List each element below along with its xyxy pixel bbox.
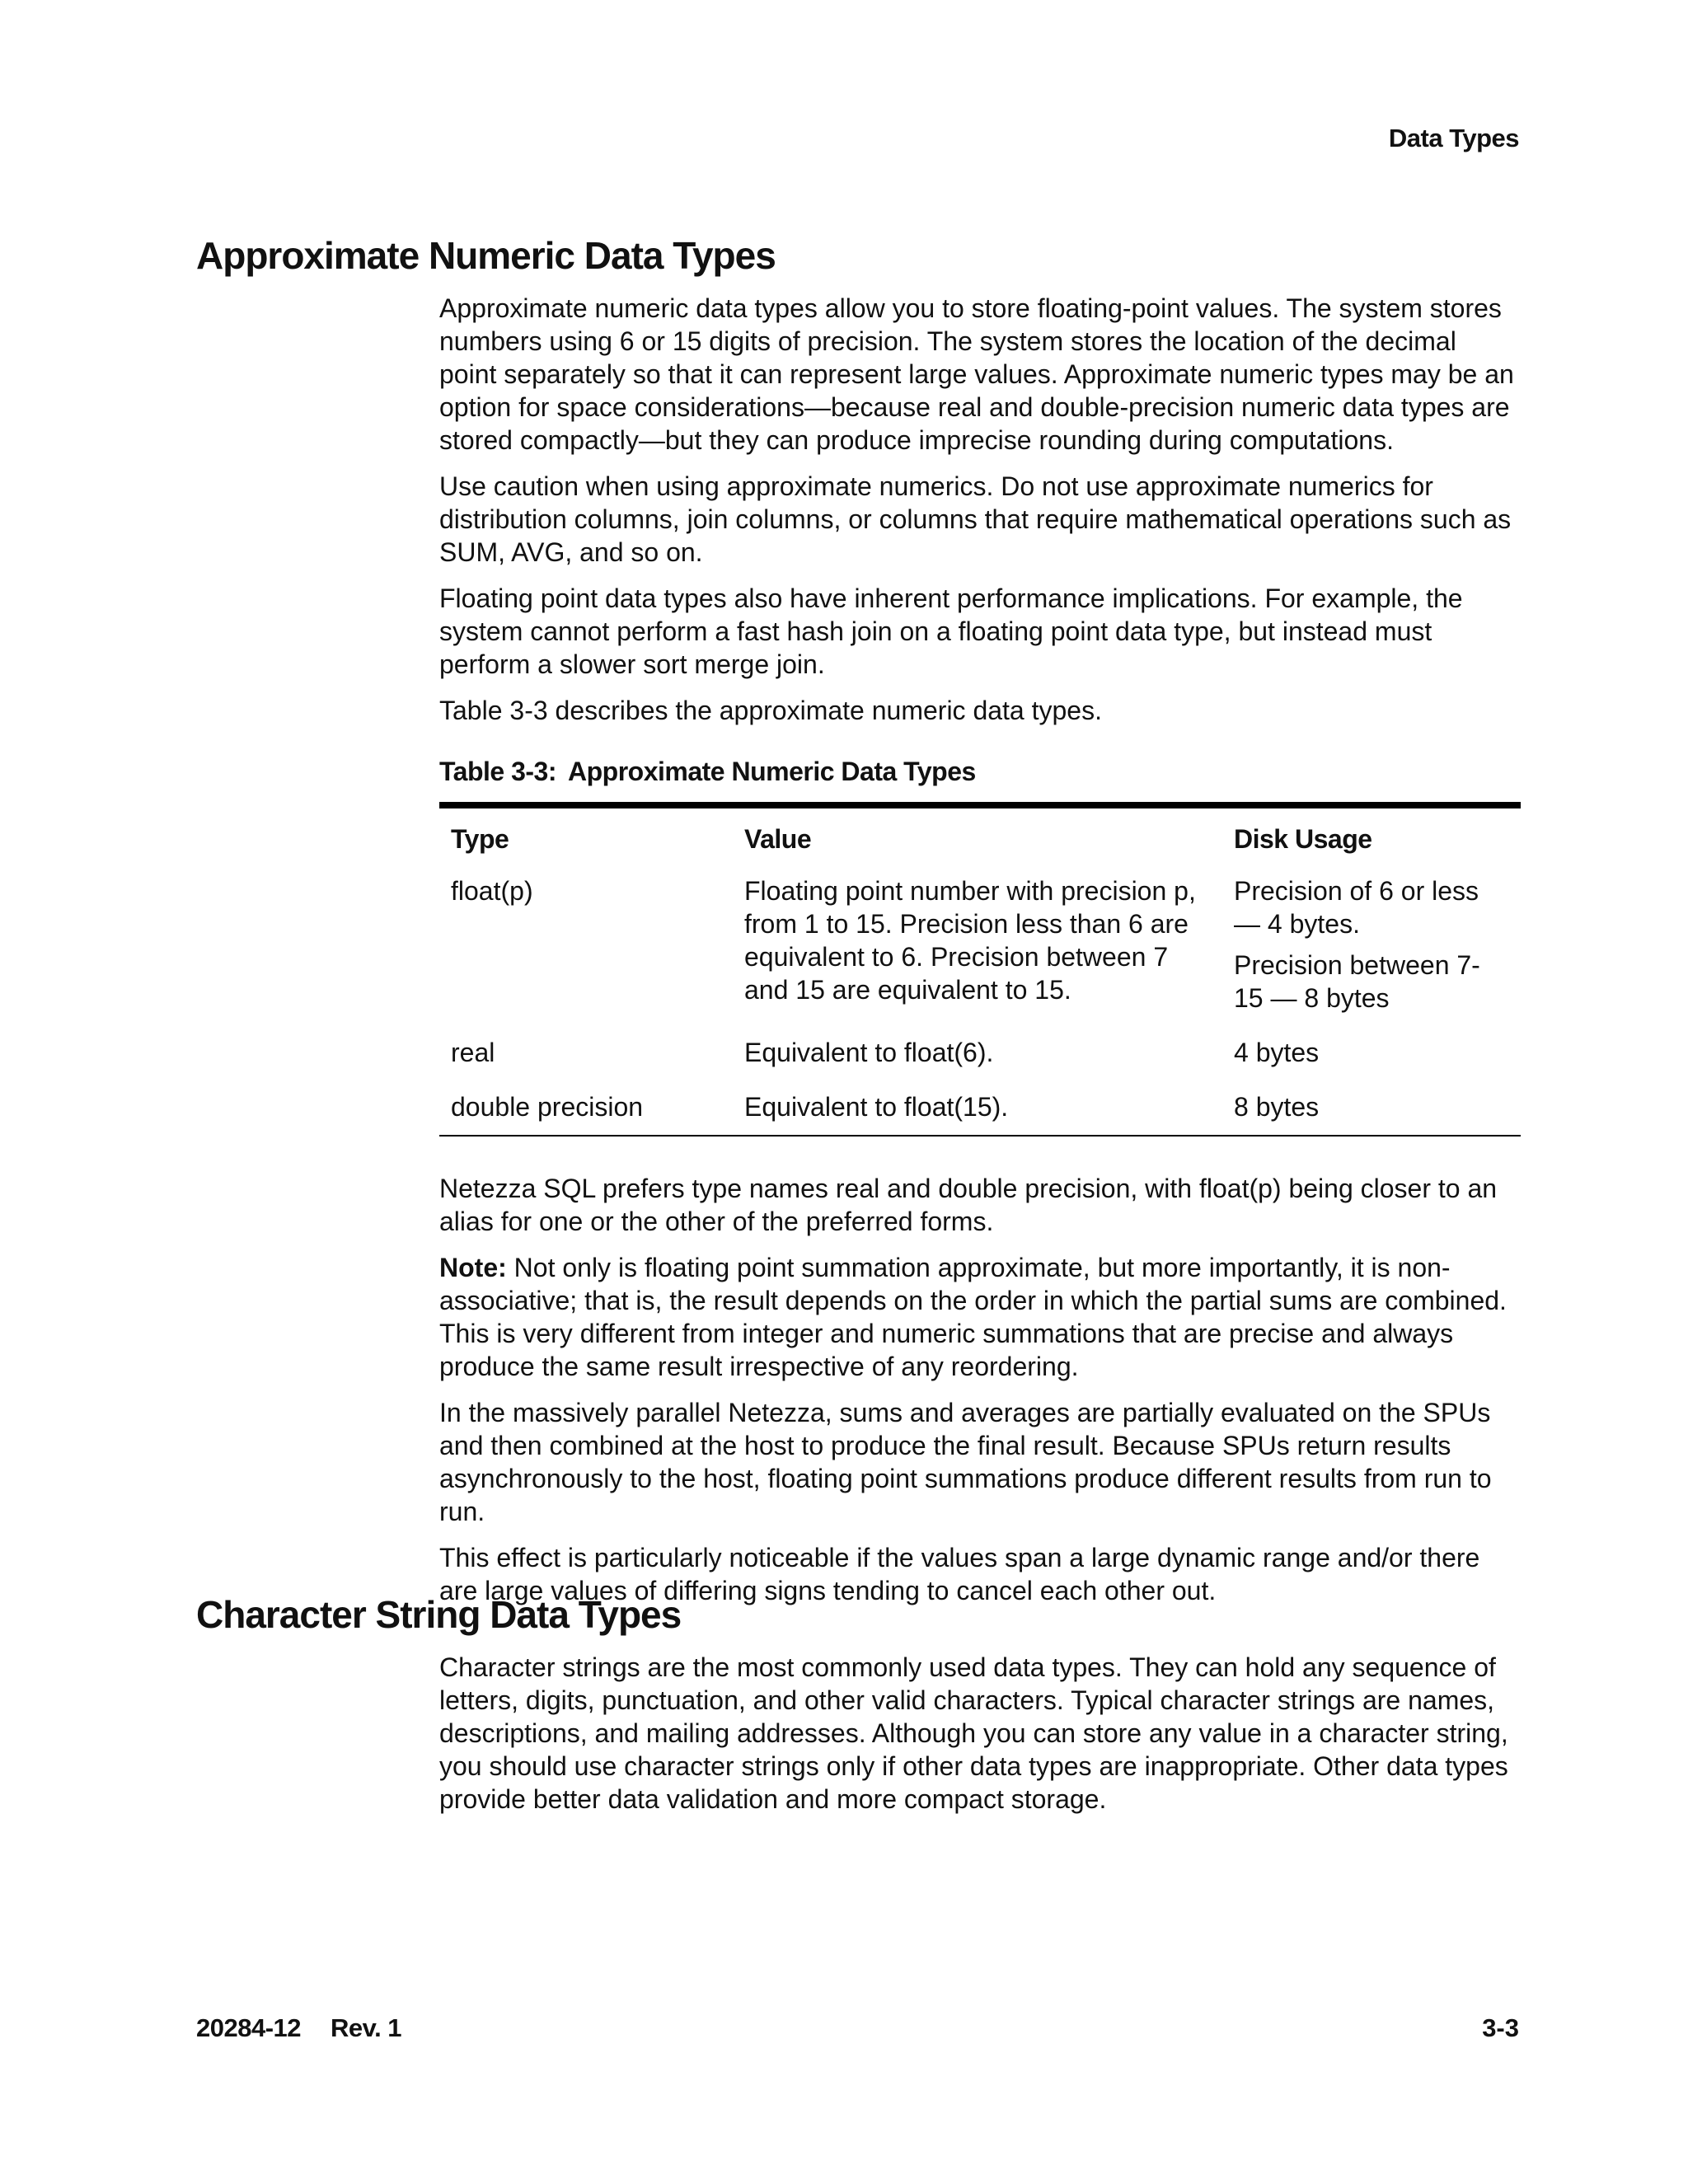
character-string-intro: [439, 1651, 1521, 1829]
approximate-numeric-intro: [439, 292, 1521, 740]
table-header-row: [439, 805, 1521, 874]
note-paragraph: [439, 1251, 1521, 1383]
footer-doc-number: 20284-12: [196, 2013, 302, 2042]
section-heading-approximate-numeric: Approximate Numeric Data Types: [196, 234, 776, 277]
running-header: Data Types: [1388, 124, 1519, 152]
column-header-type: Type: [451, 824, 509, 854]
paragraph: Netezza SQL prefers type names real and double precision, with float(p) being closer to an alias for one or the other of the preferred forms.: [439, 1174, 1498, 1236]
note-label: Note:: [439, 1253, 507, 1282]
cell-disk-usage: [1222, 874, 1521, 1036]
paragraph: Character strings are the most commonly used data types. They can hold any sequence of letters, digits, punctuation, and other valid characters. Typical character strings are names, descriptions, and mailing addresses. Although you can store any value in a character string, you should use character strings only if other data types are inappropriate. Other data types provide better data validation and more compact storage.: [439, 1652, 1508, 1814]
table-row: [439, 1090, 1521, 1136]
approximate-numeric-notes: [439, 1172, 1521, 1620]
cell-value: Equivalent to float(15).: [744, 1092, 1009, 1122]
paragraph: Table 3-3 describes the approximate numeric data types.: [439, 696, 1102, 725]
table-row: [439, 1036, 1521, 1090]
cell-disk-usage: 8 bytes: [1234, 1092, 1320, 1122]
paragraph: Use caution when using approximate numerics. Do not use approximate numerics for distribution columns, join columns, or columns that require mathematical operations such as SUM, AVG, and so on.: [439, 471, 1512, 567]
paragraph: This effect is particularly noticeable if the values span a large dynamic range and/or there are large values of differing signs tending to cancel each other out.: [439, 1543, 1480, 1605]
cell-type: real: [451, 1038, 495, 1067]
disk-usage-line: Precision of 6 or less — 4 bytes.: [1234, 876, 1479, 939]
paragraph: Floating point data types also have inherent performance implications. For example, the system cannot perform a fast hash join on a floating point data type, but instead must perform a slower sort merge join.: [439, 583, 1463, 679]
column-header-value: Value: [744, 824, 812, 854]
cell-value: Equivalent to float(6).: [744, 1038, 994, 1067]
cell-value: Floating point number with precision p, from 1 to 15. Precision less than 6 are equivalent to 6. Precision between 7 and 15 are equivalent to 15.: [744, 876, 1196, 1005]
column-header-disk-usage: Disk Usage: [1234, 824, 1372, 854]
cell-disk-usage: 4 bytes: [1234, 1038, 1320, 1067]
table-row: [439, 874, 1521, 1036]
paragraph: Approximate numeric data types allow you to store floating-point values. The system stores numbers using 6 or 15 digits of precision. The system stores the location of the decimal point separately so that it can represent large values. Approximate numeric types may be an option for space considerations—because real and double-precision numeric data types are stored compactly—but they can produce imprecise rounding during computations.: [439, 293, 1514, 455]
disk-usage-line: Precision between 7-15 — 8 bytes: [1234, 950, 1480, 1013]
approximate-numeric-table: [439, 802, 1521, 1137]
footer-revision: Rev. 1: [331, 2013, 402, 2042]
table-caption-number: Table 3-3:: [439, 757, 556, 786]
cell-type: float(p): [451, 876, 533, 906]
table-caption-title: Approximate Numeric Data Types: [568, 757, 976, 786]
footer-doc-id: [196, 2013, 401, 2043]
footer-page-number: 3-3: [1482, 2013, 1519, 2042]
cell-type: double precision: [451, 1092, 644, 1122]
note-text: Not only is floating point summation approximate, but more importantly, it is non-associative; that is, the result depends on the order in which the partial sums are combined. This is very different from integer and numeric summations that are precise and always produce the same result irrespective of any reordering.: [439, 1253, 1507, 1381]
paragraph: In the massively parallel Netezza, sums and averages are partially evaluated on the SPUs and then combined at the host to produce the final result. Because SPUs return results asynchronously to the host, floating point summations produce different results from run to run.: [439, 1398, 1492, 1526]
table-caption: [439, 757, 976, 787]
section-heading-character-string: Character String Data Types: [196, 1593, 682, 1636]
